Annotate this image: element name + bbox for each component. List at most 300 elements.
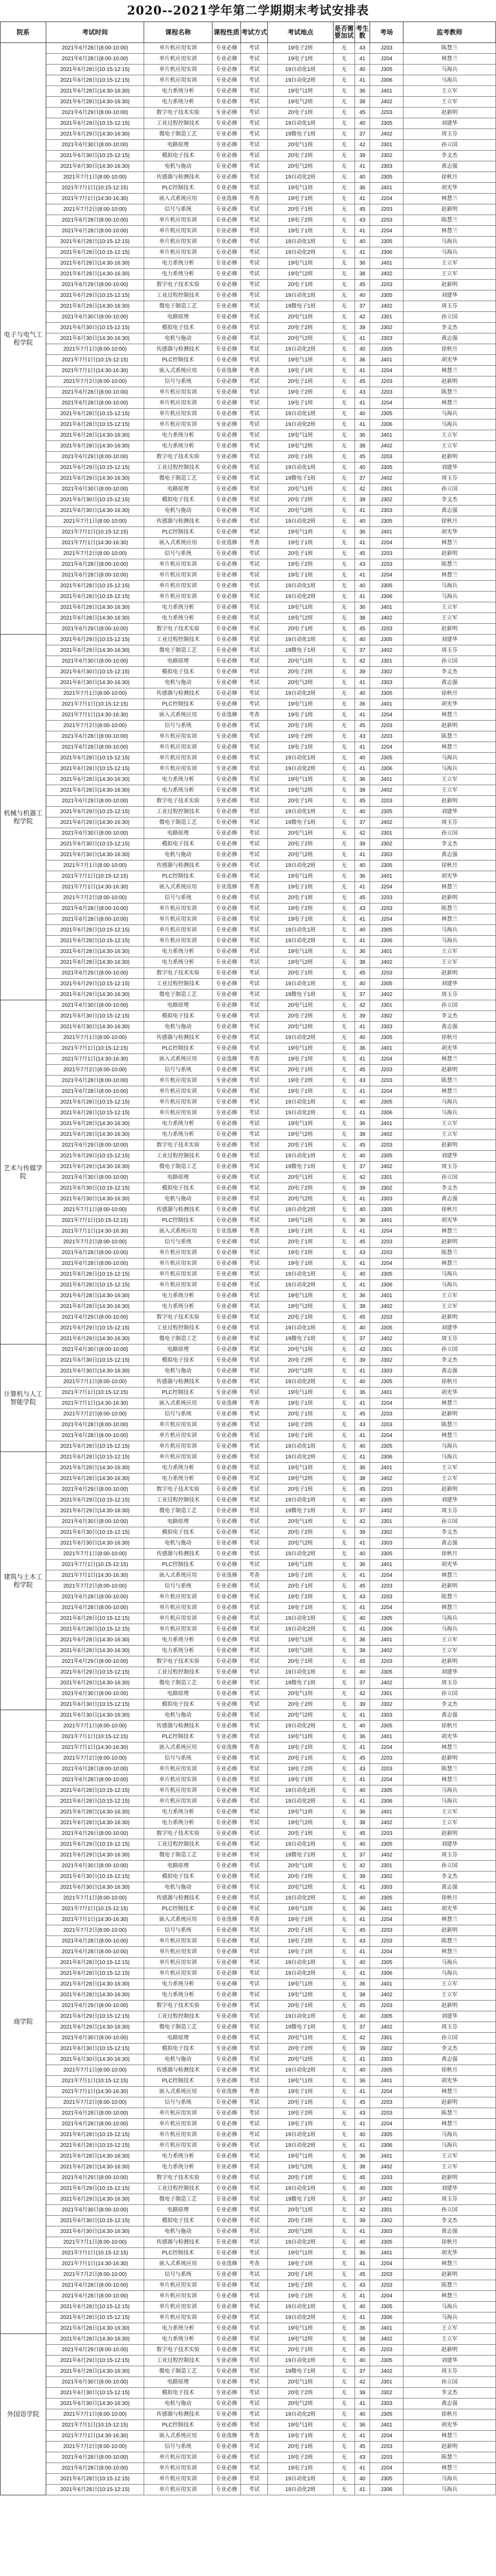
cell-retest: 无 — [334, 635, 355, 645]
cell-method: 考试 — [241, 1409, 268, 1420]
cell-teacher: 王立军 — [403, 785, 496, 796]
cell-time: 2021年7月1日(14:30-16:30) — [46, 710, 144, 721]
table-row — [0, 1936, 496, 1947]
cell-time: 2021年6月29日(14:30-16:30) — [46, 473, 144, 484]
cell-teacher: 王立军 — [403, 430, 496, 441]
cell-room: 19电子1班 — [268, 1086, 334, 1097]
cell-teacher: 赵新明 — [403, 1828, 496, 1839]
cell-retest: 无 — [334, 2323, 355, 2334]
cell-retest: 无 — [334, 1291, 355, 1301]
cell-hall: J306 — [370, 2312, 403, 2323]
cell-room: 20电子2班 — [268, 1699, 334, 1710]
cell-type: 专业必修 — [212, 1753, 241, 1764]
cell-count: 36 — [355, 2420, 370, 2431]
cell-hall: J305 — [370, 1441, 403, 1452]
cell-count: 45 — [355, 549, 370, 559]
cell-course: 电力系统分析 — [144, 1990, 212, 2001]
cell-room: 20电子1班 — [268, 1065, 334, 1076]
cell-room: 19电子1班 — [268, 366, 334, 376]
cell-course: 嵌入式系统应用 — [144, 194, 212, 204]
cell-course: 信号与系统 — [144, 893, 212, 903]
cell-course: PLC控制技术 — [144, 871, 212, 882]
cell-retest: 无 — [334, 1495, 355, 1506]
cell-teacher: 胡光华 — [403, 1904, 496, 1915]
cell-hall: J203 — [370, 2269, 403, 2280]
cell-hall: J203 — [370, 1248, 403, 1258]
cell-retest: 无 — [334, 323, 355, 333]
cell-type: 专业必修 — [212, 65, 241, 75]
cell-room: 19自动化2班 — [268, 2485, 334, 2495]
cell-retest: 无 — [334, 2205, 355, 2216]
cell-count: 39 — [355, 495, 370, 506]
cell-course: 电力系统分析 — [144, 97, 212, 108]
cell-method: 考试 — [241, 990, 268, 1000]
cell-type: 专业必修 — [212, 1215, 241, 1226]
cell-retest: 无 — [334, 2302, 355, 2312]
cell-retest: 无 — [334, 355, 355, 366]
cell-course: 传感器与检测技术 — [144, 1549, 212, 1560]
cell-time: 2021年7月1日(10:15-12:15) — [46, 1043, 144, 1054]
cell-teacher: 李文杰 — [403, 1699, 496, 1710]
cell-count: 42 — [355, 1689, 370, 1699]
cell-time: 2021年6月28日(10:15-12:15) — [46, 2130, 144, 2140]
cell-time: 2021年6月28日(10:15-12:15) — [46, 1441, 144, 1452]
cell-teacher: 徐秋月 — [403, 2237, 496, 2248]
cell-retest: 无 — [334, 2065, 355, 2076]
cell-hall: J204 — [370, 1947, 403, 1958]
cell-type: 专业必修 — [212, 979, 241, 990]
cell-type: 专业必修 — [212, 1527, 241, 1538]
cell-hall: J402 — [370, 785, 403, 796]
cell-time: 2021年7月1日(14:30-16:30) — [46, 2431, 144, 2442]
cell-count: 41 — [355, 742, 370, 753]
cell-course: 电路原理 — [144, 2377, 212, 2388]
cell-retest: 无 — [334, 495, 355, 506]
cell-type: 专业必修 — [212, 506, 241, 516]
cell-teacher: 马海兵 — [403, 936, 496, 947]
cell-room: 19电子1班 — [268, 1603, 334, 1613]
cell-room: 19电气1班 — [268, 86, 334, 97]
cell-course: 单片机应用实训 — [144, 2130, 212, 2140]
cell-type: 专业必修 — [212, 1603, 241, 1613]
cell-hall: J401 — [370, 2151, 403, 2162]
cell-count: 41 — [355, 333, 370, 344]
cell-retest: 无 — [334, 1796, 355, 1807]
cell-count: 41 — [355, 2087, 370, 2097]
cell-time: 2021年6月30日(10:15-12:15) — [46, 839, 144, 850]
cell-course: 模拟电子技术 — [144, 2388, 212, 2399]
cell-room: 19自动化1班 — [268, 1323, 334, 1334]
table-row — [0, 387, 496, 398]
cell-hall: J203 — [370, 968, 403, 979]
cell-room: 19自动化2班 — [268, 1893, 334, 1904]
cell-time: 2021年6月28日(8:00-10:00) — [46, 2108, 144, 2119]
cell-method: 考试 — [241, 1753, 268, 1764]
cell-hall: J402 — [370, 269, 403, 280]
cell-count: 37 — [355, 645, 370, 656]
cell-method: 考试 — [241, 2140, 268, 2151]
cell-course: PLC控制技术 — [144, 1560, 212, 1570]
table-row — [0, 1828, 496, 1839]
cell-room: 19电气1班 — [268, 1807, 334, 1818]
cell-type: 专业必修 — [212, 376, 241, 387]
cell-course: 单片机应用实训 — [144, 1796, 212, 1807]
cell-retest: 无 — [334, 678, 355, 688]
cell-time: 2021年6月30日(8:00-10:00) — [46, 1172, 144, 1183]
cell-type: 专业必修 — [212, 947, 241, 957]
cell-type: 专业必修 — [212, 86, 241, 97]
cell-count: 41 — [355, 936, 370, 947]
table-row — [0, 624, 496, 635]
table-row — [0, 656, 496, 667]
cell-teacher: 胡光华 — [403, 183, 496, 194]
cell-room: 19自动化1班 — [268, 462, 334, 473]
cell-teacher: 赵新明 — [403, 376, 496, 387]
cell-teacher: 马海兵 — [403, 1624, 496, 1635]
cell-teacher: 孙立国 — [403, 2377, 496, 2388]
exam-table — [0, 43, 496, 2576]
cell-count: 41 — [355, 1570, 370, 1581]
cell-retest: 无 — [334, 1699, 355, 1710]
cell-teacher: 王立军 — [403, 258, 496, 269]
cell-hall: J203 — [370, 1936, 403, 1947]
cell-hall: J302 — [370, 151, 403, 161]
cell-teacher: 刘建华 — [403, 1495, 496, 1506]
cell-course: 电力系统分析 — [144, 1818, 212, 1828]
cell-time: 2021年6月29日(8:00-10:00) — [46, 1140, 144, 1151]
cell-course: 微电子制造工艺 — [144, 2194, 212, 2205]
cell-hall: J402 — [370, 2162, 403, 2173]
cell-count: 42 — [355, 312, 370, 323]
cell-teacher: 林慧兰 — [403, 398, 496, 409]
table-row — [0, 1721, 496, 1732]
cell-method: 考试 — [241, 1033, 268, 1043]
cell-time: 2021年6月28日(10:15-12:15) — [46, 2312, 144, 2323]
cell-type: 专业必修 — [212, 1958, 241, 1968]
cell-count: 45 — [355, 452, 370, 462]
cell-retest: 无 — [334, 2173, 355, 2183]
cell-retest: 无 — [334, 2001, 355, 2011]
cell-hall: J302 — [370, 1871, 403, 1882]
cell-time: 2021年7月1日(14:30-16:30) — [46, 882, 144, 893]
cell-retest: 无 — [334, 903, 355, 914]
cell-count: 40 — [355, 516, 370, 527]
cell-type: 专业必修 — [212, 301, 241, 312]
cell-hall: J401 — [370, 355, 403, 366]
cell-method: 考试 — [241, 312, 268, 323]
cell-room: 20电子2班 — [268, 495, 334, 506]
table-row — [0, 1280, 496, 1291]
cell-method: 考试 — [241, 1011, 268, 1022]
cell-teacher: 黄志强 — [403, 333, 496, 344]
cell-count: 41 — [355, 2119, 370, 2130]
cell-count: 37 — [355, 1162, 370, 1172]
table-row — [0, 2087, 496, 2097]
cell-retest: 无 — [334, 75, 355, 86]
cell-method: 考试 — [241, 86, 268, 97]
cell-type: 专业必修 — [212, 1613, 241, 1624]
cell-method: 考试 — [241, 1979, 268, 1990]
table-row — [0, 2474, 496, 2485]
cell-retest: 无 — [334, 1237, 355, 1248]
cell-room: 19自动化2班 — [268, 1280, 334, 1291]
cell-room: 20电子1班 — [268, 1140, 334, 1151]
cell-room: 20电气1班 — [268, 140, 334, 151]
cell-type: 专业必修 — [212, 1968, 241, 1979]
cell-retest: 无 — [334, 1205, 355, 1215]
cell-hall: J401 — [370, 774, 403, 785]
cell-course: 模拟电子技术 — [144, 495, 212, 506]
cell-count: 40 — [355, 753, 370, 764]
cell-teacher: 黄志强 — [403, 1194, 496, 1205]
cell-teacher: 刘建华 — [403, 635, 496, 645]
cell-hall: J203 — [370, 215, 403, 226]
cell-type: 专业必修 — [212, 161, 241, 172]
cell-count: 40 — [355, 1269, 370, 1280]
table-row — [0, 1258, 496, 1269]
cell-hall: J402 — [370, 441, 403, 452]
cell-teacher: 黄志强 — [403, 2226, 496, 2237]
cell-count: 36 — [355, 1635, 370, 1646]
cell-count: 40 — [355, 1495, 370, 1506]
table-row — [0, 1689, 496, 1699]
cell-teacher: 林慧兰 — [403, 366, 496, 376]
cell-type: 专业必修 — [212, 2011, 241, 2022]
cell-type: 专业必修 — [212, 2366, 241, 2377]
cell-retest: 无 — [334, 1431, 355, 1441]
cell-hall: J204 — [370, 2463, 403, 2474]
cell-teacher: 林慧兰 — [403, 1742, 496, 1753]
cell-time: 2021年6月28日(10:15-12:15) — [46, 2474, 144, 2485]
cell-method: 考试 — [241, 215, 268, 226]
cell-course: 单片机应用实训 — [144, 1785, 212, 1796]
cell-method: 考试 — [241, 2097, 268, 2108]
cell-time: 2021年6月28日(10:15-12:15) — [46, 936, 144, 947]
cell-time: 2021年6月30日(14:30-16:30) — [46, 678, 144, 688]
cell-room: 19电子2班 — [268, 1936, 334, 1947]
cell-type: 专业必修 — [212, 1183, 241, 1194]
cell-count: 39 — [355, 667, 370, 678]
cell-type: 专业必修 — [212, 151, 241, 161]
cell-count: 40 — [355, 1893, 370, 1904]
cell-time: 2021年6月30日(8:00-10:00) — [46, 1689, 144, 1699]
cell-hall: J301 — [370, 828, 403, 839]
cell-room: 19自动化1班 — [268, 1958, 334, 1968]
cell-teacher: 胡光华 — [403, 871, 496, 882]
cell-count: 41 — [355, 1742, 370, 1753]
cell-room: 20电气1班 — [268, 1172, 334, 1183]
cell-course: 数字电子技术实验 — [144, 2345, 212, 2356]
cell-count: 37 — [355, 1850, 370, 1861]
cell-hall: J302 — [370, 1699, 403, 1710]
cell-method: 考试 — [241, 54, 268, 65]
cell-room: 19自动化1班 — [268, 1613, 334, 1624]
table-row — [0, 1538, 496, 1549]
cell-count: 45 — [355, 2442, 370, 2452]
cell-type: 专业必修 — [212, 817, 241, 828]
cell-teacher: 刘建华 — [403, 1667, 496, 1678]
cell-hall: J302 — [370, 1355, 403, 1366]
table-row — [0, 1097, 496, 1108]
cell-count: 38 — [355, 1646, 370, 1656]
cell-type: 专业必修 — [212, 1506, 241, 1517]
cell-hall: J401 — [370, 1732, 403, 1742]
cell-time: 2021年7月1日(10:15-12:15) — [46, 2248, 144, 2259]
cell-teacher: 徐秋月 — [403, 1377, 496, 1387]
cell-course: 单片机应用实训 — [144, 2140, 212, 2151]
cell-time: 2021年6月30日(8:00-10:00) — [46, 312, 144, 323]
cell-time: 2021年6月30日(14:30-16:30) — [46, 333, 144, 344]
table-row — [0, 506, 496, 516]
cell-method: 考试 — [241, 1882, 268, 1893]
cell-hall: J305 — [370, 290, 403, 301]
cell-hall: J203 — [370, 624, 403, 635]
cell-retest: 无 — [334, 1484, 355, 1495]
cell-count: 42 — [355, 656, 370, 667]
table-row — [0, 602, 496, 613]
cell-room: 19电子1班 — [268, 2087, 334, 2097]
cell-room: 19微电子1班 — [268, 1334, 334, 1344]
cell-type: 专业必修 — [212, 1086, 241, 1097]
cell-course: 单片机应用实训 — [144, 2108, 212, 2119]
cell-room: 19电子1班 — [268, 742, 334, 753]
cell-method: 考试 — [241, 1667, 268, 1678]
cell-room: 19电子1班 — [268, 538, 334, 549]
cell-type: 专业必修 — [212, 2140, 241, 2151]
cell-retest: 无 — [334, 1108, 355, 1119]
cell-hall: J401 — [370, 430, 403, 441]
cell-time: 2021年6月29日(14:30-16:30) — [46, 990, 144, 1000]
cell-course: 电路原理 — [144, 1861, 212, 1871]
college-name-cell: 机械与机器工程学院 — [0, 635, 46, 1000]
cell-count: 45 — [355, 624, 370, 635]
cell-hall: J203 — [370, 2097, 403, 2108]
cell-count: 38 — [355, 785, 370, 796]
cell-teacher: 李文杰 — [403, 2044, 496, 2054]
cell-hall: J401 — [370, 86, 403, 97]
cell-teacher: 李文杰 — [403, 1355, 496, 1366]
cell-time: 2021年6月28日(10:15-12:15) — [46, 247, 144, 258]
cell-type: 专业必修 — [212, 1871, 241, 1882]
cell-count: 41 — [355, 1775, 370, 1785]
cell-type: 专业必修 — [212, 1667, 241, 1678]
cell-course: 工业过程控制技术 — [144, 2356, 212, 2366]
cell-course: 电力系统分析 — [144, 1129, 212, 1140]
cell-type: 专业必修 — [212, 796, 241, 807]
cell-course: 电机与拖动 — [144, 1538, 212, 1549]
cell-count: 40 — [355, 2011, 370, 2022]
cell-count: 41 — [355, 764, 370, 774]
cell-type: 专业必修 — [212, 1678, 241, 1689]
cell-teacher: 徐秋月 — [403, 1205, 496, 1215]
cell-room: 19电子1班 — [268, 1258, 334, 1269]
cell-method: 考试 — [241, 1699, 268, 1710]
table-row — [0, 1463, 496, 1474]
cell-room: 19电子2班 — [268, 1592, 334, 1603]
cell-retest: 无 — [334, 624, 355, 635]
table-row — [0, 398, 496, 409]
cell-method: 考试 — [241, 1613, 268, 1624]
table-row — [0, 247, 496, 258]
cell-time: 2021年7月1日(10:15-12:15) — [46, 183, 144, 194]
cell-course: 模拟电子技术 — [144, 839, 212, 850]
cell-method: 考试 — [241, 1517, 268, 1527]
cell-hall: J305 — [370, 2065, 403, 2076]
cell-count: 45 — [355, 1925, 370, 1936]
cell-retest: 无 — [334, 2366, 355, 2377]
cell-teacher: 胡光华 — [403, 1043, 496, 1054]
cell-count: 43 — [355, 903, 370, 914]
table-row — [0, 484, 496, 495]
cell-method: 考试 — [241, 635, 268, 645]
cell-method: 考试 — [241, 301, 268, 312]
cell-time: 2021年6月28日(14:30-16:30) — [46, 1818, 144, 1828]
cell-room: 19自动化2班 — [268, 2409, 334, 2420]
cell-count: 43 — [355, 2280, 370, 2291]
cell-teacher: 赵新明 — [403, 1237, 496, 1248]
table-row — [0, 2151, 496, 2162]
cell-teacher: 周玉芬 — [403, 1334, 496, 1344]
cell-time: 2021年6月28日(8:00-10:00) — [46, 387, 144, 398]
cell-course: 单片机应用实训 — [144, 559, 212, 570]
cell-method: 考试 — [241, 1344, 268, 1355]
cell-type: 专业必修 — [212, 1280, 241, 1291]
cell-method: 考试 — [241, 280, 268, 290]
table-row — [0, 1269, 496, 1280]
cell-course: 单片机应用实训 — [144, 570, 212, 581]
cell-count: 36 — [355, 2076, 370, 2087]
cell-hall: J401 — [370, 2248, 403, 2259]
cell-room: 19电子2班 — [268, 215, 334, 226]
table-row — [0, 2388, 496, 2399]
cell-course: 单片机应用实训 — [144, 226, 212, 237]
cell-method: 考试 — [241, 1592, 268, 1603]
cell-type: 专业必修 — [212, 1818, 241, 1828]
cell-retest: 无 — [334, 1215, 355, 1226]
cell-count: 38 — [355, 1301, 370, 1312]
cell-time: 2021年6月30日(10:15-12:15) — [46, 1871, 144, 1882]
cell-type: 专业选修 — [212, 1570, 241, 1581]
table-row — [0, 2323, 496, 2334]
cell-hall: J203 — [370, 1065, 403, 1076]
cell-time: 2021年6月28日(8:00-10:00) — [46, 1775, 144, 1785]
cell-type: 专业选修 — [212, 1398, 241, 1409]
cell-teacher: 马海兵 — [403, 2140, 496, 2151]
cell-room: 19自动化1班 — [268, 925, 334, 936]
cell-course: 嵌入式系统应用 — [144, 2431, 212, 2442]
cell-course: 传感器与检测技术 — [144, 688, 212, 699]
table-row — [0, 1086, 496, 1097]
table-row — [0, 559, 496, 570]
cell-method: 考试 — [241, 1828, 268, 1839]
cell-retest: 无 — [334, 2226, 355, 2237]
cell-method: 考试 — [241, 1527, 268, 1538]
cell-room: 20电子2班 — [268, 2044, 334, 2054]
cell-hall: J305 — [370, 2474, 403, 2485]
cell-count: 36 — [355, 602, 370, 613]
cell-count: 41 — [355, 882, 370, 893]
cell-type: 专业必修 — [212, 860, 241, 871]
cell-hall: J401 — [370, 2323, 403, 2334]
cell-room: 19自动化1班 — [268, 65, 334, 75]
cell-course: 嵌入式系统应用 — [144, 1054, 212, 1065]
cell-room: 19自动化2班 — [268, 1624, 334, 1635]
table-row — [0, 1398, 496, 1409]
cell-retest: 无 — [334, 2431, 355, 2442]
cell-type: 专业必修 — [212, 2216, 241, 2226]
cell-hall: J401 — [370, 2420, 403, 2431]
cell-retest: 无 — [334, 2269, 355, 2280]
